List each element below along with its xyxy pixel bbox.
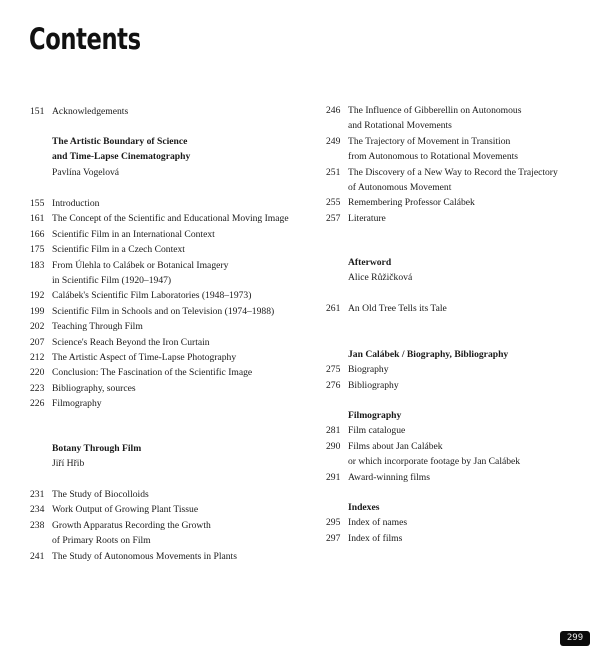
entry-title: Literature	[348, 212, 386, 224]
entry-page-number: 212	[30, 352, 45, 364]
entry-page-number: 231	[30, 489, 45, 500]
toc-entry[interactable]	[30, 211, 289, 226]
toc-entry[interactable]	[30, 227, 289, 242]
entry-title: The Concept of the Scientific and Educational Moving Image	[52, 213, 289, 225]
entry-page-number: 297	[326, 532, 341, 544]
section-author: Jiří Hřib	[52, 458, 85, 470]
entry-page-number: 192	[30, 290, 45, 302]
entry-title: The Study of Autonomous Movements in Plants	[52, 550, 237, 562]
entry-title: Film catalogue	[348, 425, 406, 437]
section-author: Pavlína Vogelová	[52, 166, 120, 178]
entry-title: Filmography	[52, 398, 102, 410]
toc-entry[interactable]	[30, 365, 289, 380]
toc-entry[interactable]	[326, 134, 558, 165]
entry-title: Index of films	[348, 532, 403, 544]
section-heading: The Artistic Boundary of Science	[52, 136, 188, 147]
toc-entry[interactable]	[30, 518, 237, 549]
entry-title: From Úlehla to Calábek or Botanical Imagery	[52, 259, 229, 271]
toc-entry[interactable]	[326, 423, 520, 438]
entry-page-number: 295	[326, 517, 341, 529]
entry-page-number: 246	[326, 105, 341, 116]
entry-title: and Rotational Movements	[348, 120, 452, 132]
entry-page-number: 275	[326, 364, 341, 376]
toc-entry[interactable]	[326, 211, 558, 226]
toc-section	[326, 347, 508, 393]
toc-entry[interactable]	[30, 304, 289, 319]
entry-page-number: 220	[30, 367, 45, 379]
section-heading: Jan Calábek / Biography, Bibliography	[348, 349, 509, 360]
toc-entry[interactable]	[326, 165, 558, 196]
toc-entry[interactable]	[30, 381, 289, 396]
entry-title: Films about Jan Calábek	[348, 440, 443, 452]
entry-title: The Artistic Aspect of Time-Lapse Photography	[52, 352, 237, 364]
toc-entry[interactable]	[326, 362, 508, 377]
entry-page-number: 291	[326, 471, 341, 483]
entry-title: Bibliography, sources	[52, 382, 136, 394]
entry-title: Calábek's Scientific Film Laboratories (1948–1973)	[52, 290, 252, 302]
entry-title: of Autonomous Movement	[348, 182, 452, 194]
entry-title: The Study of Biocolloids	[52, 489, 149, 500]
entry-page-number: 151	[30, 106, 45, 117]
entry-page-number: 166	[30, 228, 45, 240]
entry-title: Introduction	[52, 198, 100, 209]
toc-section	[326, 301, 447, 316]
entry-title: The Discovery of a New Way to Record the Trajectory	[348, 166, 558, 178]
page-title: Contents	[29, 22, 141, 56]
toc-entry[interactable]	[30, 487, 237, 502]
toc-section	[326, 103, 558, 226]
entry-title: of Primary Roots on Film	[52, 535, 151, 547]
section-author: Alice Růžičková	[348, 272, 413, 284]
entry-title: Scientific Film in a Czech Context	[52, 244, 185, 256]
toc-section	[30, 104, 128, 119]
entry-title: Conclusion: The Fascination of the Scientific Image	[52, 367, 253, 379]
entry-title: Science's Reach Beyond the Iron Curtain	[52, 336, 210, 348]
toc-entry[interactable]	[326, 439, 520, 470]
entry-page-number: 199	[30, 305, 45, 317]
entry-page-number: 251	[326, 166, 341, 178]
section-heading: Afterword	[348, 257, 392, 268]
entry-title: Growth Apparatus Recording the Growth	[52, 519, 211, 531]
entry-page-number: 257	[326, 212, 341, 224]
entry-title: Work Output of Growing Plant Tissue	[52, 504, 199, 516]
entry-title: in Scientific Film (1920–1947)	[52, 275, 172, 287]
section-heading: Botany Through Film	[52, 443, 142, 454]
toc-entry[interactable]	[30, 104, 128, 119]
entry-page-number: 226	[30, 398, 45, 410]
entry-page-number: 255	[326, 197, 341, 209]
toc-entry[interactable]	[326, 378, 508, 393]
entry-page-number: 175	[30, 244, 45, 256]
entry-title: Scientific Film in an International Context	[52, 228, 215, 240]
toc-section	[326, 255, 412, 286]
toc-entry[interactable]	[30, 502, 237, 517]
entry-page-number: 223	[30, 382, 45, 394]
entry-page-number: 183	[30, 259, 45, 271]
entry-title: The Trajectory of Movement in Transition	[348, 135, 511, 147]
entry-title: Scientific Film in Schools and on Television (1974–1988)	[52, 305, 275, 317]
entry-title: An Old Tree Tells its Tale	[348, 303, 447, 314]
page-number: 299	[560, 631, 590, 646]
toc-entry[interactable]	[30, 288, 289, 303]
section-heading: and Time-Lapse Cinematography	[52, 151, 191, 163]
entry-page-number: 281	[326, 425, 341, 437]
entry-title: Teaching Through Film	[52, 321, 143, 333]
section-heading: Indexes	[348, 502, 380, 513]
toc-section	[30, 487, 237, 564]
toc-section	[326, 408, 520, 485]
toc-entry[interactable]	[326, 301, 447, 316]
toc-entry[interactable]	[326, 515, 407, 530]
toc-entry[interactable]	[30, 242, 289, 257]
entry-title: Remembering Professor Calábek	[348, 197, 475, 209]
entry-page-number: 276	[326, 379, 341, 391]
entry-title: Biography	[348, 364, 389, 376]
toc-entry[interactable]	[30, 319, 289, 334]
entry-page-number: 238	[30, 519, 45, 531]
entry-title: The Influence of Gibberellin on Autonomous	[348, 105, 522, 116]
entry-title: from Autonomous to Rotational Movements	[348, 151, 519, 163]
toc-entry[interactable]	[326, 103, 558, 134]
entry-page-number: 241	[30, 550, 45, 562]
section-heading: Filmography	[348, 410, 402, 421]
entry-title: Acknowledgements	[52, 106, 129, 117]
toc-entry[interactable]	[30, 549, 237, 564]
entry-title: Bibliography	[348, 379, 399, 391]
entry-page-number: 234	[30, 504, 45, 516]
entry-title: Index of names	[348, 517, 408, 529]
toc-section	[326, 500, 407, 546]
entry-page-number: 155	[30, 198, 45, 209]
toc-entry[interactable]	[30, 258, 289, 289]
entry-page-number: 161	[30, 213, 45, 225]
toc-section	[30, 134, 190, 180]
toc-entry[interactable]	[326, 531, 407, 546]
entry-page-number: 249	[326, 135, 341, 147]
toc-entry[interactable]	[30, 335, 289, 350]
toc-entry[interactable]	[30, 350, 289, 365]
toc-entry[interactable]	[30, 196, 289, 211]
entry-page-number: 207	[30, 336, 45, 348]
toc-entry[interactable]	[326, 470, 520, 485]
toc-section	[30, 441, 141, 472]
entry-title: or which incorporate footage by Jan Calábek	[348, 456, 521, 468]
entry-page-number: 202	[30, 321, 45, 333]
toc-section	[30, 196, 289, 412]
toc-entry[interactable]	[30, 396, 289, 411]
entry-page-number: 261	[326, 303, 341, 314]
entry-page-number: 290	[326, 440, 341, 452]
entry-title: Award-winning films	[348, 471, 430, 483]
toc-entry[interactable]	[326, 195, 558, 210]
